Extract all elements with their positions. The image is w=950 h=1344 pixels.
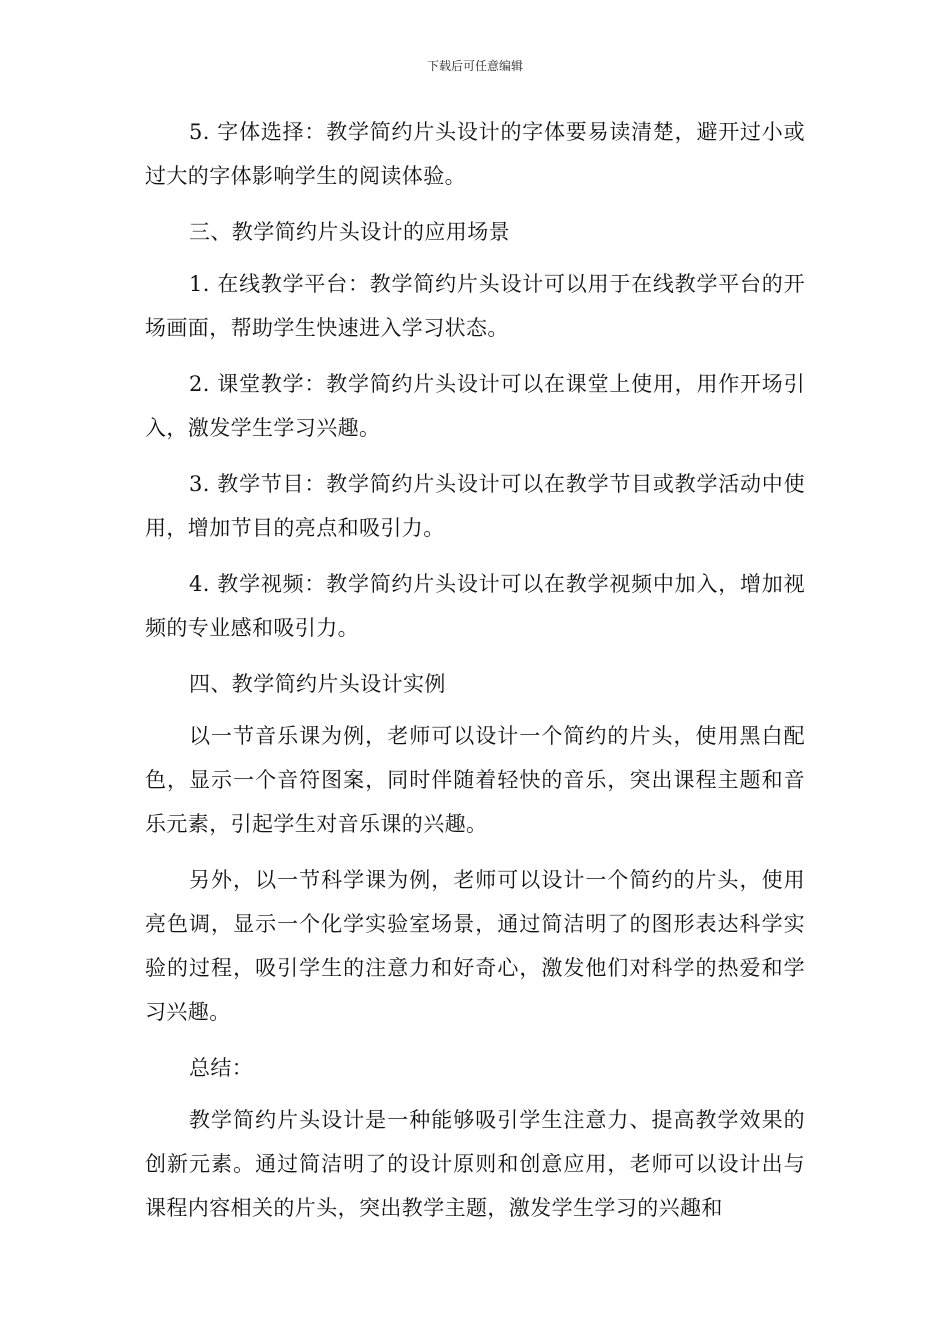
section-heading-examples: 四、教学简约片头设计实例 [189, 672, 446, 696]
paragraph-music-example: 以一节音乐课为例，老师可以设计一个简约的片头，使用黑白配色，显示一个音符图案，同时伴随着轻快的音乐，突出课程主题和音乐元素，引起学生对音乐课的兴趣。 [145, 724, 805, 836]
paragraph-classroom-teaching: 2. 课堂教学：教学简约片头设计可以在课堂上使用，用作开场引入，激发学生学习兴趣。 [145, 372, 805, 440]
header-note: 下载后可任意编辑 [426, 59, 523, 73]
paragraph-science-example: 另外，以一节科学课为例，老师可以设计一个简约的片头，使用亮色调，显示一个化学实验室场景，通过简洁明了的图形表达科学实验的过程，吸引学生的注意力和好奇心，激发他们对科学的热爱和学习兴趣。 [145, 868, 805, 1024]
document-body [145, 110, 805, 1242]
paragraph-summary: 教学简约片头设计是一种能够吸引学生注意力、提高教学效果的创新元素。通过简洁明了的设计原则和创意应用，老师可以设计出与课程内容相关的片头，突出教学主题，激发学生学习的兴趣和 [145, 1108, 805, 1220]
paragraph-teaching-program: 3. 教学节目：教学简约片头设计可以在教学节目或教学活动中使用，增加节目的亮点和吸引力。 [145, 472, 805, 540]
paragraph-font-choice: 5. 字体选择：教学简约片头设计的字体要易读清楚，避开过小或过大的字体影响学生的阅读体验。 [145, 120, 805, 188]
paragraph-online-platform: 1. 在线教学平台：教学简约片头设计可以用于在线教学平台的开场画面，帮助学生快速进入学习状态。 [145, 272, 805, 340]
paragraph-teaching-video: 4. 教学视频：教学简约片头设计可以在教学视频中加入，增加视频的专业感和吸引力。 [145, 572, 805, 640]
section-heading-application-scenarios: 三、教学简约片头设计的应用场景 [189, 220, 510, 244]
summary-heading: 总结： [189, 1056, 254, 1080]
